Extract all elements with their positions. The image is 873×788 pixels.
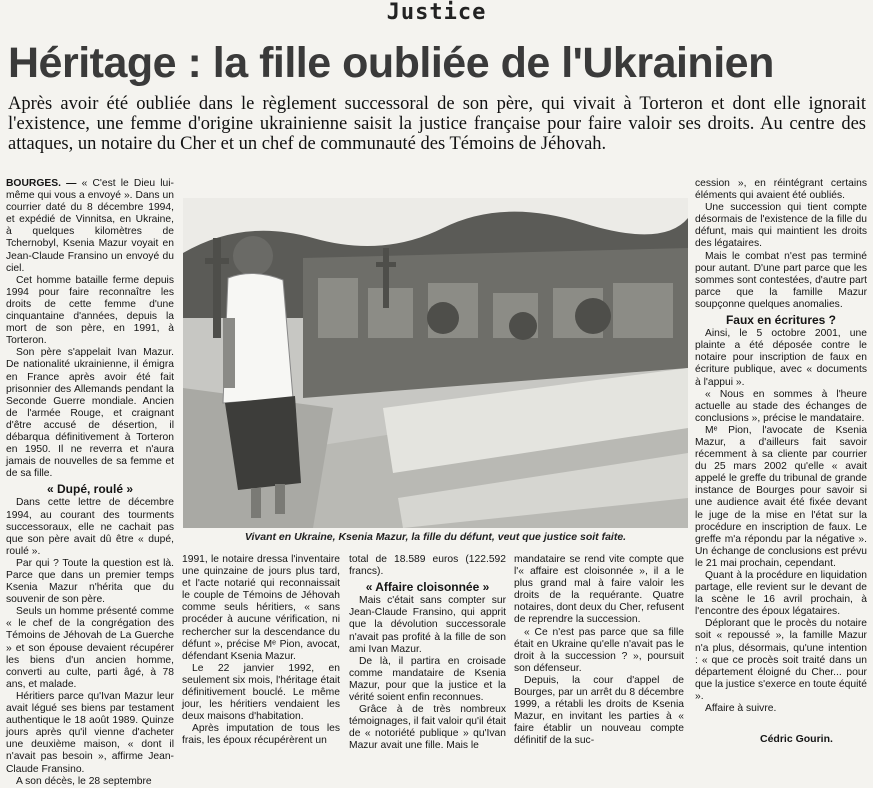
section-rubric: Justice	[386, 0, 487, 25]
subheading: « Affaire cloisonnée »	[365, 580, 490, 595]
paragraph: A son décès, le 28 septembre	[16, 775, 152, 787]
paragraph: Cet homme bataille ferme depuis 1994 pour faire reconnaître les droits de cette femme d'une cinquantaine d'années, depuis la mort de son père, en 1991, à Torteron.	[6, 274, 174, 347]
paragraph: Quant à la procédure en liquidation partage, elle revient sur le devant de la scène le 16 avril prochain, à l'encontre des époux légataires.	[695, 570, 867, 618]
text-column-4	[514, 554, 684, 746]
paragraph: Le 22 janvier 1992, en seulement six mois, l'héritage était définitivement bouclé. Le même jour, les héritiers vendaient les deux maisons d'habitation.	[182, 662, 340, 723]
paragraph: Depuis, la cour d'appel de Bourges, par un arrêt du 8 décembre 1999, a rétabli les droits de Ksenia Mazur, en invitant les parties à « faire établir un nouveau compte définitif de la suc-	[514, 674, 684, 747]
paragraph: « Ce n'est pas parce que sa fille était en Ukraine qu'elle n'avait pas le droit à la succession ? », poursuit son défenseur.	[514, 626, 684, 674]
paragraph: Seuls un homme présenté comme « le chef de la congrégation des Témoins de Jéhovah de La Guerche » et son épouse devaient récupérer les biens d'un ancien homme, converti au culte, parti âgé, à 78 ans, et malade.	[6, 606, 174, 690]
paragraph: Héritiers parce qu'Ivan Mazur leur avait légué ses biens par testament authentique le 18 août 1989. Quinze jours après qu'il vienne d'acheter une deuxième maison, « dont il n'avait pas besoin », affirme Jean-Claude Fransino.	[6, 690, 174, 775]
paragraph: « C'est le Dieu lui-même qui vous a envoyé ». Dans un courrier daté du 8 décembre 1994, et expédié de Vinnitsa, en Ukraine, à quelques kilomètres de Tchernobyl, Ksenia Mazur voyait en Jean-Claude Fransino un envoyé du ciel.	[6, 178, 174, 274]
author-byline: Cédric Gourin.	[760, 733, 833, 745]
paragraph: Mais le combat n'est pas terminé pour autant. D'une part parce que les sommes sont contestées, d'autre part parce que la famille Mazur soupçonne quelques anomalies.	[695, 250, 867, 310]
paragraph: Mᵉ Pion, l'avocate de Ksenia Mazur, a d'ailleurs fait savoir récemment à sa cliente par courrier du 25 mars 2002 qu'elle « avait appelé le greffe du tribunal de grande instance de Bourges pour savoir si une audience avait été fixée devant le juge de la mise en l'état sur la procédure en inscription de faux. Le greffe m'a répondu par la négative ». Un échange de conclusions est prévu le 21 mai prochain, cependant.	[695, 424, 867, 569]
paragraph: Mais c'était sans compter sur Jean-Claude Fransino, qui apprit que la dévolution successorale n'avait pas profité à la fille de son ami Ivan Mazur.	[349, 595, 506, 655]
paragraph: mandataire se rend vite compte que l'« affaire est cloisonnée », il a le plus grand mal à faire valoir les droits de la requérante. Quatre notaires, dont deux du Cher, refusent de reprendre la succession.	[514, 554, 684, 626]
dateline: BOURGES. —	[6, 178, 77, 189]
paragraph: Son père s'appelait Ivan Mazur. De nationalité ukrainienne, il émigra en France après avoir été fait prisonnier des Allemands pendant la Seconde Guerre mondiale. Ancien de l'armée Rouge, et craignant d'être accusé de désertion, il débarqua définitivement à Torteron en 1950. Il ne reverra et n'aura jamais de nouvelles de sa femme et de sa fille.	[6, 347, 174, 480]
text-column-5	[695, 178, 867, 730]
photo-caption: Vivant en Ukraine, Ksenia Mazur, la fille du défunt, veut que justice soit faite.	[244, 531, 627, 543]
article-lead: Après avoir été oubliée dans le règlement successoral de son père, qui vivait à Torteron et dont elle ignorait l'existence, une femme d'origine ukrainienne saisit la justice française pour faire valoir ses droits. Au centre des attaques, un notaire du Cher et un chef de communauté des Témoins de Jéhovah.	[8, 94, 866, 154]
paragraph: « Nous en sommes à l'heure actuelle au stade des échanges de conclusions », précise le mandataire.	[695, 388, 867, 424]
paragraph: total de 18.589 euros (122.592 francs).	[349, 554, 506, 578]
paragraph: 1991, le notaire dressa l'inventaire une quinzaine de jours plus tard, et l'acte notarié qui reconnaissait le couple de Témoins de Jéhovah comme seuls héritiers, « sans procéder à aucune vérification, ni rechercher sur la descendance du défunt », précise Mᵉ Pion, avocat, défendant Ksenia Mazur.	[182, 554, 340, 662]
paragraph: Déplorant que le procès du notaire soit « repoussé », la famille Mazur n'a plus, désormais, qu'une intention : « que ce procès soit traité dans un département éloigné du Cher... pour que la justice s'exerce en toute équité ».	[695, 618, 867, 702]
text-column-1	[6, 178, 174, 787]
photo-cemetery	[183, 198, 688, 528]
paragraph: Grâce à de très nombreux témoignages, il fait valoir qu'il était de « notoriété publique » qu'Ivan Mazur avait une fille. Mais le	[349, 704, 506, 752]
paragraph: Par qui ? Toute la question est là. Parce que dans un premier temps Ksenia Mazur n'hérita que du souvenir de son père.	[6, 557, 174, 606]
photo-image	[183, 198, 688, 528]
subheading: Faux en écritures ?	[725, 313, 837, 328]
text-column-2	[182, 554, 340, 746]
article-headline: Héritage : la fille oubliée de l'Ukrainien	[8, 39, 774, 87]
paragraph: De là, il partira en croisade comme mandataire de Ksenia Mazur, pour que la justice et la vérité soient enfin reconnues.	[349, 655, 506, 704]
text-column-3	[349, 554, 506, 752]
paragraph: Affaire à suivre.	[705, 703, 777, 715]
paragraph: Après imputation de tous les frais, les époux récupérèrent un	[182, 723, 340, 747]
paragraph: cession », en réintégrant certains éléments qui avaient été oubliés.	[695, 178, 867, 202]
paragraph: Ainsi, le 5 octobre 2001, une plainte a été déposée contre le notaire pour inscription de faux en écriture publique, avec « documents à l'appui ».	[695, 328, 867, 388]
paragraph: Une succession qui tient compte désormais de l'existence de la fille du défunt, mais qui maintient les droits des légataires.	[695, 202, 867, 250]
paragraph: Dans cette lettre de décembre 1994, au courant des tourments successoraux, elle ne cachait pas que son père avait dû être « dupé, roulé ».	[6, 497, 174, 557]
subheading: « Dupé, roulé »	[46, 482, 134, 497]
